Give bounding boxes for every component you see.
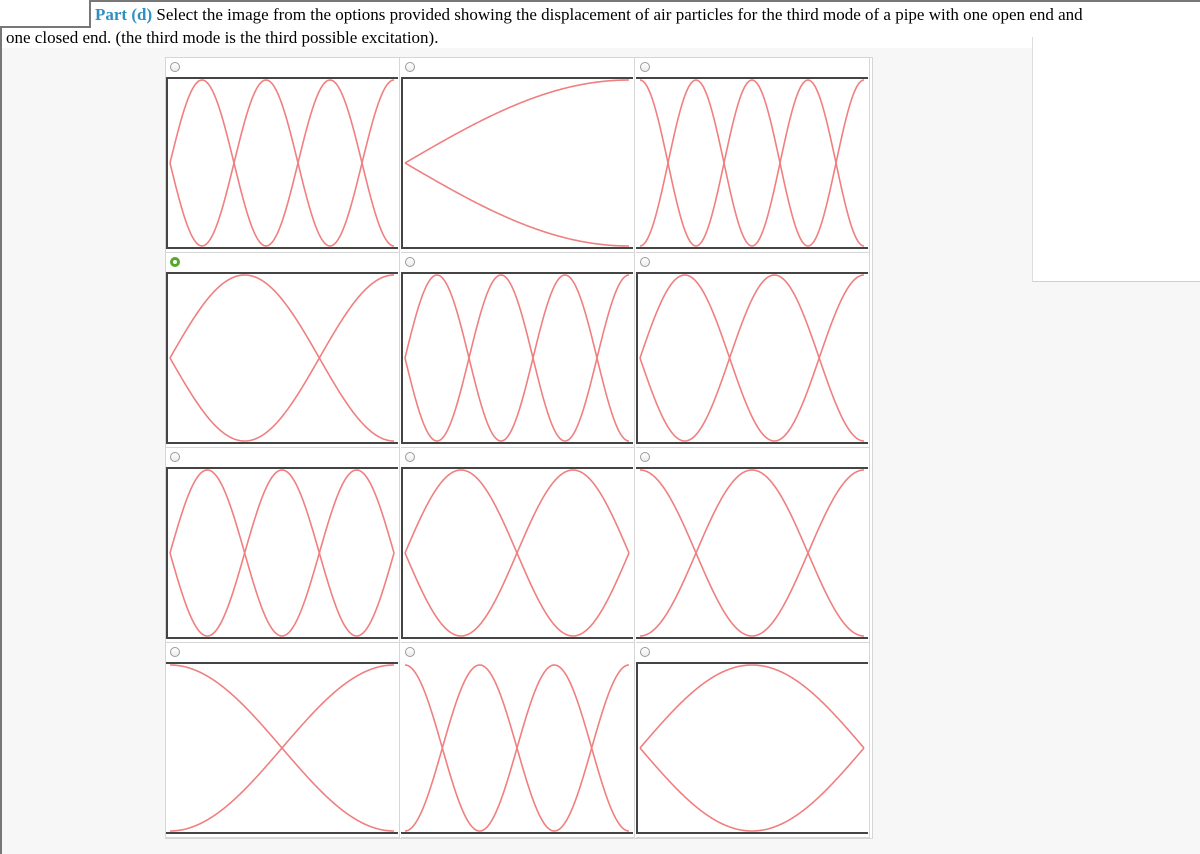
option-radio-a[interactable]: [170, 62, 180, 72]
waves-1-quarter-closed-left-icon[interactable]: [401, 77, 633, 249]
displacement-curve-lower: [640, 470, 864, 636]
displacement-curve-upper: [640, 470, 864, 636]
waves-4-quarter-closed-both-icon[interactable]: [401, 467, 633, 639]
option-radio-h[interactable]: [405, 452, 415, 462]
question-text-line1: [95, 5, 1083, 25]
waves-6-quarter-closed-both-icon[interactable]: [166, 467, 398, 639]
waves-3-quarter-closed-left-icon[interactable]: [166, 272, 398, 444]
displacement-curve-upper: [640, 80, 864, 246]
option-cell-k[interactable]: [401, 643, 635, 838]
option-cell-i[interactable]: [636, 448, 870, 643]
option-radio-c[interactable]: [640, 62, 650, 72]
option-cell-e[interactable]: [401, 253, 635, 448]
waves-5-quarter-closed-left-icon[interactable]: [636, 272, 868, 444]
option-cell-d[interactable]: [166, 253, 400, 448]
option-cell-c[interactable]: [636, 58, 870, 253]
part-label: Part (d): [95, 5, 153, 24]
option-radio-f[interactable]: [640, 257, 650, 267]
displacement-curve-lower: [405, 665, 629, 831]
question-header: [0, 0, 1200, 48]
option-cell-h[interactable]: [401, 448, 635, 643]
displacement-curve-lower: [405, 470, 629, 636]
displacement-curve-lower: [170, 665, 394, 831]
displacement-curve-lower: [405, 163, 629, 246]
option-cell-a[interactable]: [166, 58, 400, 253]
displacement-curve-upper: [640, 665, 864, 748]
option-radio-e[interactable]: [405, 257, 415, 267]
waves-6-quarter-open-open-icon[interactable]: [401, 662, 633, 834]
option-radio-b[interactable]: [405, 62, 415, 72]
option-radio-i[interactable]: [640, 452, 650, 462]
displacement-curve-lower: [640, 80, 864, 246]
displacement-curve-lower: [170, 470, 394, 636]
option-radio-k[interactable]: [405, 647, 415, 657]
question-frame-left: [89, 0, 91, 27]
displacement-curve-lower: [640, 748, 864, 831]
option-cell-l[interactable]: [636, 643, 870, 838]
option-radio-d[interactable]: [170, 257, 180, 267]
displacement-curve-upper: [170, 470, 394, 636]
option-radio-l[interactable]: [640, 647, 650, 657]
waves-4-quarter-open-open-icon[interactable]: [636, 467, 868, 639]
waves-7-quarter-closed-left-icon[interactable]: [401, 272, 633, 444]
option-radio-j[interactable]: [170, 647, 180, 657]
option-cell-f[interactable]: [636, 253, 870, 448]
waves-7-quarter-closed-left-icon[interactable]: [166, 77, 398, 249]
option-radio-g[interactable]: [170, 452, 180, 462]
question-text-line2: one closed end. (the third mode is the third possible excitation).: [6, 28, 439, 47]
waves-8-quarter-open-open-icon[interactable]: [636, 77, 868, 249]
waves-2-quarter-closed-both-icon[interactable]: [636, 662, 868, 834]
option-cell-g[interactable]: [166, 448, 400, 643]
side-panel: [1032, 37, 1200, 282]
waves-2-quarter-open-open-icon[interactable]: [166, 662, 398, 834]
option-cell-j[interactable]: [166, 643, 400, 838]
question-text: Select the image from the options provided showing the displacement of air particles for the third mode of a pipe with one open end and: [156, 5, 1083, 24]
displacement-curve-upper: [405, 80, 629, 163]
question-frame-top: [90, 0, 1200, 2]
option-cell-b[interactable]: [401, 58, 635, 253]
options-grid: [165, 57, 873, 839]
page-frame-left: [0, 27, 2, 854]
